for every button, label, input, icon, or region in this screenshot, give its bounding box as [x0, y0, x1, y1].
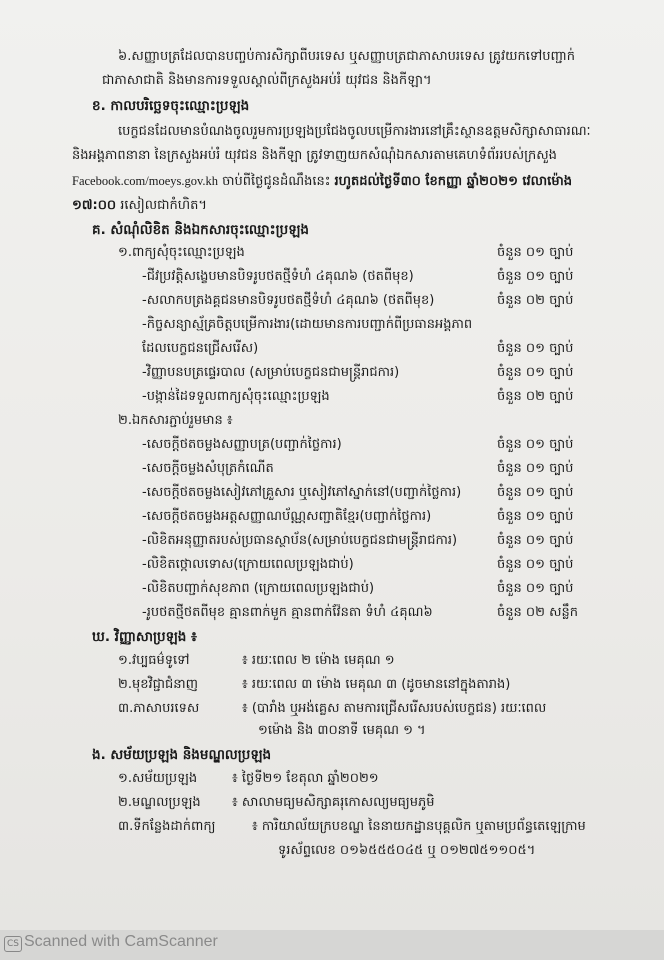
exam-info-detail: ៖ ថ្ងៃទី២១ ខែតុលា ឆ្នាំ២០២១ — [232, 771, 379, 786]
list-item-label: -លិខិតថ្កោលទោស(ក្រោយពេលប្រឡងជាប់) — [142, 557, 354, 572]
exam-info-detail: ៖ សាលាមធ្យមសិក្សាគរុកោសល្យមធ្យមភូមិ — [232, 795, 435, 810]
list-item-count: ចំនួន ០១ ច្បាប់ — [497, 533, 574, 548]
section-registration-date-title: ខ. កាលបរិច្ឆេទចុះឈ្មោះប្រឡង — [92, 98, 250, 114]
subject-detail: ៖ រយៈពេល ២ ម៉ោង មេគុណ ១ — [242, 653, 395, 668]
registration-line3 — [72, 172, 572, 191]
list-item-label: -រូបថតថ្មីថតពីមុខ គ្មានពាក់មួក គ្មានពាក់វ៉ែនតា ទំហំ ៤គុណ៦ — [142, 605, 433, 620]
registration-line4 — [72, 197, 207, 215]
section-documents-title: គ. សំណុំលិខិត និងឯកសារចុះឈ្មោះប្រឡង — [92, 222, 309, 238]
list-item-label: -វិញ្ញាបនបត្រផ្ទេរបាល (សម្រាប់បេក្ខជនជាមន្ត្រីរាជការ) — [142, 365, 400, 380]
contact-phone-line: ទូរស័ព្ទលេខ ០១៦៥៥៥០៤៥ ឬ ០១២៧៥១១០៥។ — [278, 843, 536, 858]
documents-group2-title: ២.ឯកសារភ្ជាប់រួមមាន ៖ — [118, 413, 233, 428]
list-item-count: ចំនួន ០១ ច្បាប់ — [497, 341, 574, 356]
subject-name: ៣.ភាសាបរទេស — [118, 701, 200, 716]
list-item-count: ចំនួន ០២ សន្លឹក — [497, 605, 578, 620]
registration-line2: និងអង្គភាពនានា នៃក្រសួងអប់រំ យុវជន និងកីឡា ត្រូវទាញយកសំណុំឯកសារតាមគេហទំព័ររបស់ក្រសួង — [72, 148, 557, 163]
registration-line1: បេក្ខជនដែលមានបំណងចូលរួមការប្រឡងប្រជែងចូលបម្រើការងារនៅគ្រឹះស្ថានឧត្តមសិក្សាសាធារណៈ — [118, 124, 591, 139]
documents-group1-title: ១.ពាក្យសុំចុះឈ្មោះប្រឡង — [118, 245, 245, 260]
list-item-label: -សេចក្តីថតចម្លងសញ្ញាបត្រ(បញ្ជាក់ថ្លៃការ) — [142, 437, 342, 452]
list-item-count: ចំនួន ០១ ច្បាប់ — [497, 557, 574, 572]
list-item-count: ចំនួន ០១ ច្បាប់ — [497, 509, 574, 524]
section-exam-session-title: ង. សម័យប្រឡង និងមណ្ឌលប្រឡង — [92, 747, 272, 763]
subject-detail-continued: ១ម៉ោង និង ៣០នាទី មេគុណ ១ ។ — [258, 723, 426, 738]
camscanner-logo-icon: CS — [4, 936, 22, 952]
item6-line2: ជាភាសាជាតិ និងមានការទទួលស្គាល់ពីក្រសួងអប់រំ យុវជន និងកីឡា។ — [102, 73, 432, 88]
documents-group1-count: ចំនួន ០១ ច្បាប់ — [497, 245, 574, 260]
list-item-count: ចំនួន ០១ ច្បាប់ — [497, 269, 574, 284]
list-item-count: ចំនួន ០១ ច្បាប់ — [497, 365, 574, 380]
subject-name: ២.មុខវិជ្ជាជំនាញ — [118, 677, 198, 692]
list-item-label: -លិខិតអនុញ្ញាតរបស់ប្រធានស្ថាប័ន(សម្រាប់បេក្ខជនជាមន្ត្រីរាជការ) — [142, 533, 458, 548]
camscanner-watermark: Scanned with CamScanner — [24, 933, 218, 950]
ministry-facebook-url: Facebook.com/moeys.gov.kh — [72, 174, 219, 188]
exam-info-name: ៣.ទីកន្លែងដាក់ពាក្យ — [118, 819, 216, 834]
list-item-label: -បង្កាន់ដៃទទួលពាក្យសុំចុះឈ្មោះប្រឡង — [142, 389, 330, 404]
exam-info-detail: ៖ ការិយាល័យក្របខណ្ឌ នៃនាយកដ្ឋានបុគ្គលិក ឬតាមប្រព័ន្ធតេឡេក្រាម — [252, 819, 586, 834]
list-item-label: ដែលបេក្ខជនជ្រើសរើស) — [142, 341, 259, 356]
registration-deadline: រហូតដល់ថ្ងៃទី៣០ ខែកញ្ញា ឆ្នាំ២០២១ វេលាម៉ោង — [334, 174, 572, 189]
subject-name: ១.វប្បធម៌ទូទៅ — [118, 653, 190, 668]
list-item-label: -សលាកបត្រងគ្គជនមានបិទរូបថតថ្មីទំហំ ៤គុណ៦ (ថតពីមុខ) — [142, 293, 435, 308]
section-subjects-title: ឃ. វិញ្ញាសាប្រឡង ៖ — [92, 629, 197, 645]
list-item-count: ចំនួន ០១ ច្បាប់ — [497, 437, 574, 452]
list-item-label: -កិច្ចសន្យាស្ម័គ្រចិត្តបម្រើការងារ(ដោយមានការបញ្ជាក់ពីប្រធានអង្គភាព — [142, 317, 473, 332]
registration-line4-text: រសៀលជាកំហិត។ — [116, 198, 207, 213]
exam-info-name: ២.មណ្ឌលប្រឡង — [118, 795, 201, 810]
list-item-count: ចំនួន ០១ ច្បាប់ — [497, 485, 574, 500]
subject-detail: ៖ (បារាំង ឬអង់គ្លេស តាមការជ្រើសរើសរបស់បេក្ខជន) រយៈពេល — [242, 701, 547, 716]
list-item-count: ចំនួន ០១ ច្បាប់ — [497, 581, 574, 596]
list-item-label: -សេចក្តីថតចម្លងអត្តសញ្ញាណប័ណ្ណសញ្ជាតិខ្មែរ(បញ្ជាក់ថ្លៃការ) — [142, 509, 432, 524]
list-item-count: ចំនួន ០២ ច្បាប់ — [497, 389, 574, 404]
exam-info-name: ១.សម័យប្រឡង — [118, 771, 198, 786]
list-item-count: ចំនួន ០២ ច្បាប់ — [497, 293, 574, 308]
list-item-label: -លិខិតបញ្ជាក់សុខភាព (ក្រោយពេលប្រឡងជាប់) — [142, 581, 375, 596]
subject-detail: ៖ រយៈពេល ៣ ម៉ោង មេគុណ ៣ (ដូចមាននៅក្នុងតារាង) — [242, 677, 511, 692]
item6-line1: ៦.សញ្ញាបត្រដែលបានបញ្ចប់ការសិក្សាពីបរទេស ឬសញ្ញាបត្រជាភាសាបរទេស ត្រូវយកទៅបញ្ជាក់ — [118, 49, 575, 64]
registration-deadline-time: ១៧:០០ — [72, 198, 117, 213]
list-item-label: -ជីវប្រវត្តិសង្ខេបមានបិទរូបថតថ្មីទំហំ ៤គុណ៦ (ថតពីមុខ) — [142, 269, 414, 284]
list-item-count: ចំនួន ០១ ច្បាប់ — [497, 461, 574, 476]
list-item-label: -សេចក្តីថតចម្លងសៀវភៅគ្រួសារ ឬសៀវភៅស្នាក់នៅ(បញ្ជាក់ថ្លៃការ) — [142, 485, 462, 500]
list-item-label: -សេចក្តីចម្លងសំបុត្រកំណើត — [142, 461, 274, 476]
registration-line3-text: ចាប់ពីថ្ងៃជូនដំណឹងនេះ — [218, 174, 335, 189]
